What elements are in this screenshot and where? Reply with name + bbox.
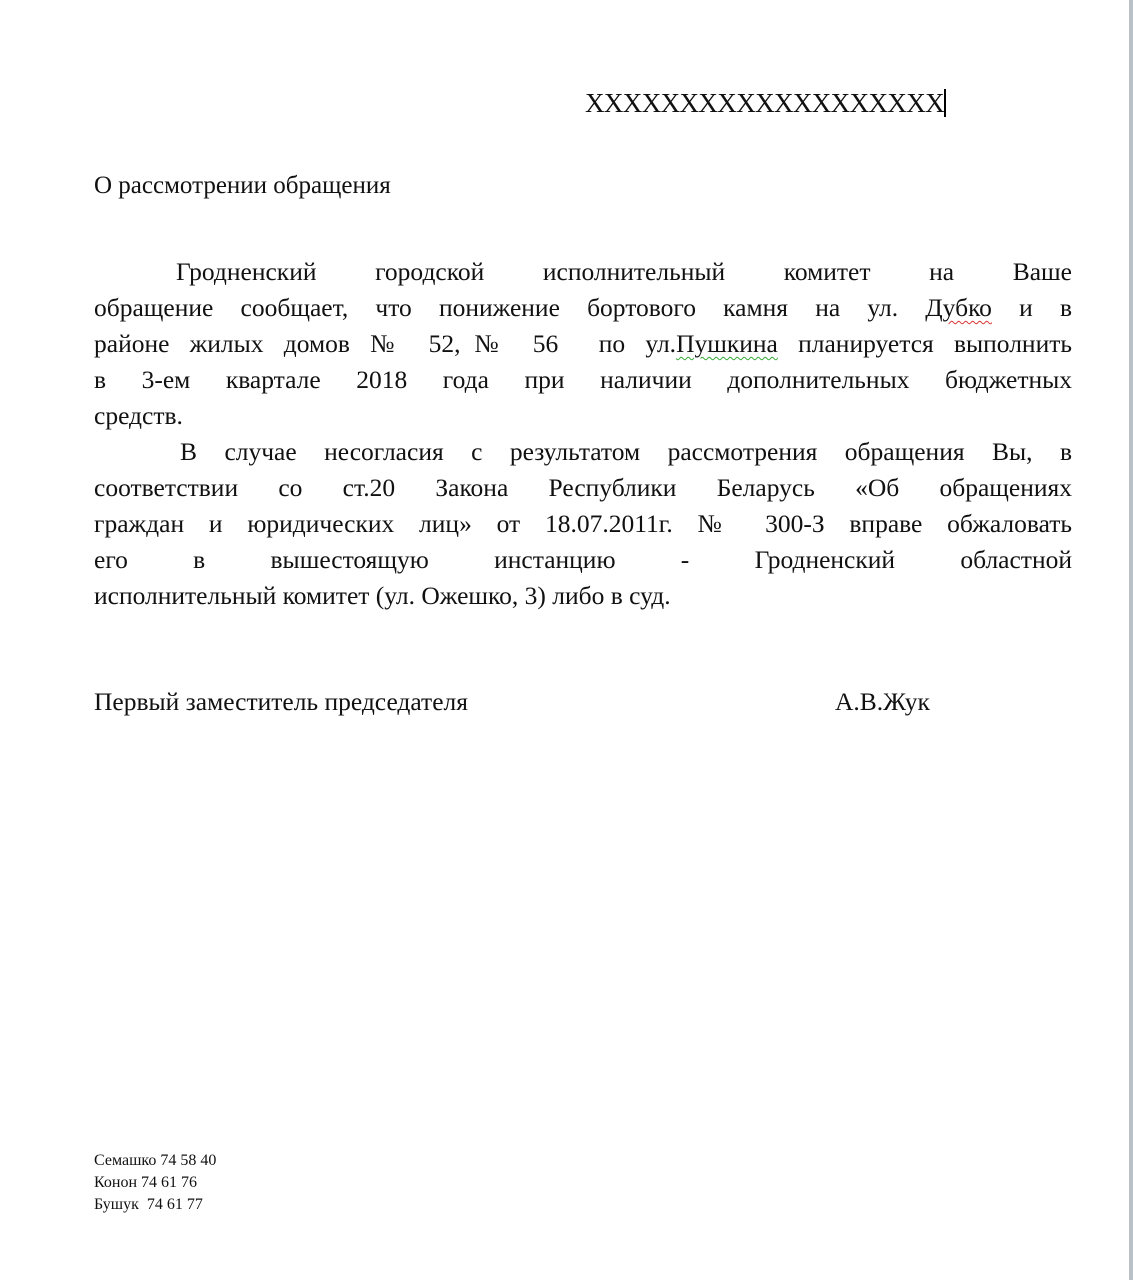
contact-line: Конон 74 61 76 <box>94 1174 197 1191</box>
signatory-title: Первый заместитель председателя <box>94 687 468 716</box>
paragraph-2-line: соответствии со ст.20 Закона Республики Беларусь «Об обращениях <box>94 473 1072 502</box>
paragraph-2-line: исполнительный комитет (ул. Ожешко, 3) либо в суд. <box>94 581 671 610</box>
signatory-name: А.В.Жук <box>835 687 930 716</box>
text-cursor <box>944 89 946 117</box>
subject-line: О рассмотрении обращения <box>94 172 391 199</box>
paragraph-1-line: Гродненский городской исполнительный комитет на Ваше <box>176 257 1072 286</box>
paragraph-2-line: его в вышестоящую инстанцию - Гродненский областной <box>94 545 1072 574</box>
paragraph-1-line <box>94 290 1072 326</box>
text-segment: районе жилых домов № 52,№ 56 по ул. <box>94 329 677 358</box>
misspelled-word[interactable]: Дубко <box>925 293 992 322</box>
contacts-block <box>94 1150 216 1216</box>
paragraph-2-line: граждан и юридических лиц» от 18.07.2011г. № 300-З вправе обжаловать <box>94 509 1072 538</box>
letter-body <box>94 254 1072 614</box>
paragraph-2-line: В случае несогласия с результатом рассмотрения обращения Вы, в <box>180 437 1072 466</box>
page-edge <box>1129 0 1133 1280</box>
contact-line: Бушук 74 61 77 <box>94 1196 203 1213</box>
addressee[interactable] <box>585 86 946 120</box>
contact-line: Семашко 74 58 40 <box>94 1152 217 1169</box>
text-segment: планируется выполнить <box>777 329 1072 358</box>
text-segment: обращение сообщает, что понижение бортового камня на ул. <box>94 293 926 322</box>
text-segment: и в <box>991 293 1072 322</box>
addressee-text: XXXXXXXXXXXXXXXXXXX <box>585 88 945 118</box>
paragraph-1-line: в 3-ем квартале 2018 года при наличии дополнительных бюджетных <box>94 365 1072 394</box>
grammar-flagged-word[interactable]: Пушкина <box>676 329 778 358</box>
paragraph-1-line <box>94 326 1072 362</box>
paragraph-1-line: средств. <box>94 401 183 430</box>
